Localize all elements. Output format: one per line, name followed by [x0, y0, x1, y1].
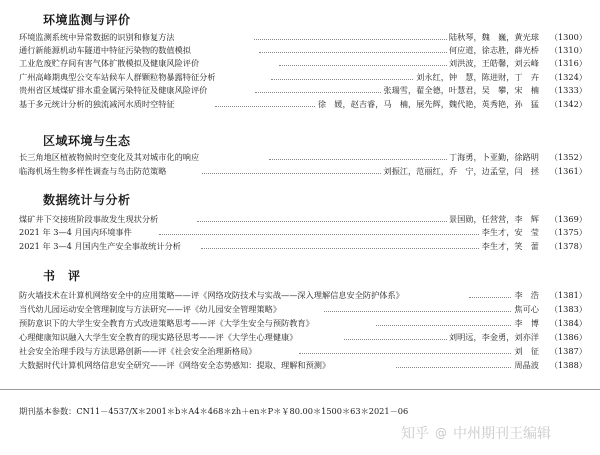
article-title: 大数据时代计算机网络信息安全研究——评《网络安全态势感知：提取、理解和预测》: [19, 360, 331, 370]
article-page: （1383）: [549, 304, 587, 314]
article-authors: 陆秋琴，魏 巍，黄光球: [448, 32, 539, 42]
section-title-environment-monitoring: 环境监测与评价: [43, 13, 131, 27]
article-title: 广州高峰期典型公交车站候车人群颗粒物暴露特征分析: [19, 72, 216, 82]
article-page: （1375）: [549, 227, 587, 237]
article-authors: 李 博: [514, 318, 539, 328]
article-page: （1324）: [549, 72, 587, 82]
toc-entry[interactable]: [19, 331, 587, 344]
article-authors: 李生才，安 莹: [481, 227, 539, 237]
article-page: （1378）: [549, 241, 587, 251]
article-authors: 丁海勇，卜亚勤，徐路明: [448, 152, 539, 162]
toc-entry[interactable]: [19, 213, 587, 226]
article-authors: 刘永红，钟 慧，陈进财，丁 卉: [416, 72, 539, 82]
article-title: 心理健康知识融入大学生安全教育的现实路径思考——评《大学生心理健康》: [19, 332, 298, 342]
watermark-at-icon: @: [435, 426, 447, 440]
article-title: 社会安全治理手段与方法思路创新——评《社会安全治理新格局》: [19, 346, 257, 356]
toc-entry[interactable]: [19, 240, 587, 253]
article-authors: 李 浩: [514, 290, 539, 300]
article-authors: 景国勋，任营营，李 辉: [448, 214, 539, 224]
watermark: [401, 423, 551, 443]
article-page: （1300）: [549, 32, 587, 42]
article-authors: 焦可心: [514, 304, 539, 314]
article-title: 2021 年 3—4 月国内生产安全事故统计分析: [19, 241, 181, 251]
leader-dots: [299, 353, 537, 354]
article-authors: 张瑞雪，翟全德，叶慧君，吴 攀，宋 楠: [383, 85, 539, 95]
article-page: （1310）: [549, 45, 587, 55]
article-title: 煤矿井下交接班阶段事故发生现状分析: [19, 214, 159, 224]
article-authors: 何应道，徐志胜，薛光桥: [448, 45, 539, 55]
article-authors: 李生才，笑 蕾: [481, 241, 539, 251]
toc-entry[interactable]: [19, 226, 587, 239]
toc-entry[interactable]: [19, 289, 587, 302]
article-title: 防火墙技术在计算机网络安全中的应用策略——评《网络攻防技术与实战——深入理解信息安全防护体系》: [19, 290, 404, 300]
article-page: （1369）: [549, 214, 587, 224]
toc-entry[interactable]: [19, 71, 587, 84]
article-title: 当代幼儿园运动安全管理制度与方法研究——评《幼儿园安全管理策略》: [19, 304, 282, 314]
article-authors: 刘振江，范丽红，乔 宁，边孟堂，闫 拯: [383, 166, 539, 176]
journal-parameters: 期刊基本参数：CN11－4537/X＊2001＊b＊A4＊468＊zh＋en＊P＊￥80.00＊1500＊63＊2021－06: [19, 406, 409, 416]
article-page: （1361）: [549, 166, 587, 176]
toc-entry[interactable]: [19, 345, 587, 358]
article-page: （1386）: [549, 332, 587, 342]
article-authors: 刘 征: [514, 346, 539, 356]
article-page: （1381）: [549, 290, 587, 300]
article-title: 环境监测系统中异常数据的识别和修复方法: [19, 32, 175, 42]
article-title: 贵州省区域煤矿排水重金属污染特征及健康风险评价: [19, 85, 208, 95]
article-page: （1387）: [549, 346, 587, 356]
toc-entry[interactable]: [19, 84, 587, 97]
article-authors: 刘洪波，王皓馨，刘云峰: [448, 58, 539, 68]
watermark-account: 中州期刊王编辑: [453, 426, 551, 442]
article-authors: 周晶波: [514, 360, 539, 370]
toc-entry[interactable]: [19, 31, 587, 44]
toc-entry[interactable]: [19, 151, 587, 164]
article-title: 工业危废贮存间有害气体扩散模拟及健康风险评价: [19, 58, 200, 68]
section-title-regional-environment: 区域环境与生态: [43, 134, 131, 148]
article-title: 基于多元统计分析的独流减河水质时空特征: [19, 99, 175, 109]
toc-entry[interactable]: [19, 165, 587, 178]
article-title: 长三角地区植被物候时空变化及其对城市化的响应: [19, 152, 200, 162]
article-page: （1342）: [549, 99, 587, 109]
article-page: （1384）: [549, 318, 587, 328]
article-authors: 徐 媛，赵吉睿，马 楠，展先辉，魏代艳，英秀艳，孙 猛: [317, 99, 539, 109]
article-title: 预防意识下的大学生安全教育方式改进策略思考——评《大学生安全与预防教育》: [19, 318, 314, 328]
toc-entry[interactable]: [19, 359, 587, 372]
toc-entry[interactable]: [19, 57, 587, 70]
article-title: 临海机场生物多样性调查与鸟击防范策略: [19, 166, 167, 176]
watermark-platform: 知乎: [401, 426, 429, 442]
leader-dots: [324, 311, 537, 312]
article-title: 通行新能源机动车隧道中特征污染物的数值模拟: [19, 45, 191, 55]
toc-entry[interactable]: [19, 98, 587, 111]
article-title: 2021 年 3—4 月国内环境事件: [19, 227, 132, 237]
section-title-data-statistics: 数据统计与分析: [43, 193, 131, 207]
toc-entry[interactable]: [19, 44, 587, 57]
section-title-book-reviews: 书 评: [43, 269, 81, 283]
article-page: （1388）: [549, 360, 587, 370]
article-page: （1352）: [549, 152, 587, 162]
article-page: （1316）: [549, 58, 587, 68]
article-authors: 刘明远，李金勇，刘亦洋: [448, 332, 539, 342]
article-page: （1333）: [549, 85, 587, 95]
toc-entry[interactable]: [19, 303, 587, 316]
toc-entry[interactable]: [19, 317, 587, 330]
divider-line: [0, 389, 600, 390]
